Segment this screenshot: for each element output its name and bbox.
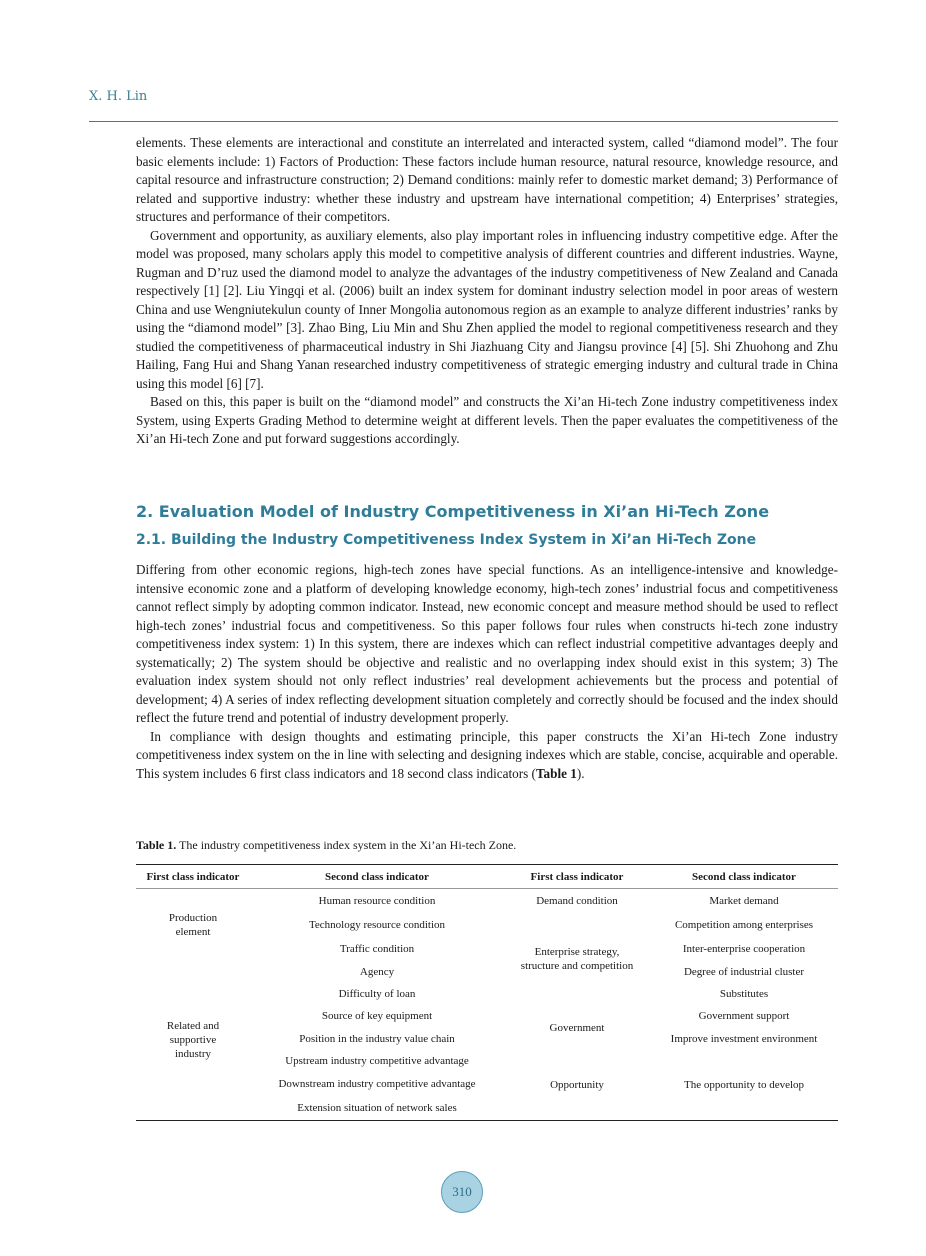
table-cell: Opportunity (550, 1079, 604, 1091)
table-cell: Upstream industry competitive advantage (285, 1055, 469, 1067)
table-cell: Improve investment environment (670, 1033, 818, 1045)
table-cell: Downstream industry competitive advantage (278, 1078, 476, 1090)
subsection-heading: 2.1. Building the Industry Competitiveness Index System in Xi’an Hi-Tech Zone (136, 532, 757, 548)
header-rule (89, 121, 838, 122)
table-cell: Government (549, 1022, 605, 1034)
table-header: Second class indicator (692, 871, 796, 883)
table-cell: Position in the industry value chain (299, 1033, 455, 1045)
table-cell: Technology resource condition (308, 919, 446, 931)
running-head: X. H. Lin (89, 89, 148, 104)
table-cell: Government support (698, 1010, 790, 1022)
table-cell: Source of key equipment (321, 1010, 433, 1022)
table-top-rule (136, 864, 838, 865)
table-cell: Difficulty of loan (338, 988, 416, 1000)
table-cell: Enterprise strategy, (534, 946, 620, 958)
table-cell: Inter-enterprise cooperation (682, 943, 806, 955)
table-header: Second class indicator (325, 871, 429, 883)
table-header: First class indicator (530, 871, 624, 883)
paragraph: Government and opportunity, as auxiliary elements, also play important roles in influencing industry competitive edge. After the model was proposed, many scholars apply this model to competitive analysis of different countries and different industries. Wayne, Rugman and D’ruz used the diamond model to analyze the advantages of the industry competitiveness of New Zealand and Canada respectively [1] [2]. Liu Yingqi et al. (2006) built an index system for dominant industry selection model in poor areas of western China and use Wengniutekulun county of Inner Mongolia autonomous region as an example to analyze different industries’ ranks by using the “diamond model” [3]. Zhao Bing, Liu Min and Shu Zhen applied the model to regional competitiveness research and they studied the competitiveness of pharmaceutical industry in Shi Jiazhuang City and Jiangsu province [4] [5]. Shi Zhuohong and Zhu Hailing, Fang Hui and Shang Yanan researched industry competitiveness of strategic emerging industry and cultural trade in China using this model [6] [7]. (136, 227, 838, 391)
table-cell: The opportunity to develop (683, 1079, 805, 1091)
table-cell: Extension situation of network sales (297, 1102, 457, 1114)
table-cell: Agency (359, 966, 395, 978)
table-bottom-rule (136, 1120, 838, 1121)
table-caption: Table 1. The industry competitiveness index system in the Xi’an Hi-tech Zone. (136, 838, 517, 852)
paragraph: In compliance with design thoughts and estimating principle, this paper constructs the Xi’an Hi-tech Zone industry competitiveness index system on the in line with selecting and designing indexes which are stable, concise, acquirable and operable. This system includes 6 first class indicators and 18 second class indicators (Table 1). (136, 728, 838, 781)
page-number: 310 (441, 1171, 483, 1213)
body-text-1 (136, 134, 838, 449)
table-cell: Traffic condition (339, 943, 415, 955)
table-cell: Human resource condition (318, 895, 436, 907)
table-cell: Production element (168, 912, 218, 938)
paragraph: Based on this, this paper is built on the “diamond model” and constructs the Xi’an Hi-tech Zone industry competitiveness index System, using Experts Grading Method to determine weight at different levels. Then the paper evaluates the competitiveness of the Xi’an Hi-tech Zone and put forward suggestions accordingly. (136, 394, 838, 446)
table-cell: Market demand (709, 895, 779, 907)
table-cell: Competition among enterprises (674, 919, 814, 931)
paragraph: Differing from other economic regions, high-tech zones have special functions. As an intelligence-intensive and knowledge-intensive economic zone and a platform of developing knowledge economy, high-tech zones’ industrial focus and competitiveness cannot reflect simply by adopting common indicator. Instead, new economic concept and measure method should be used to reflect high-tech zones’ industrial focus and competitiveness. So this paper follows four rules when constructs hi-tech zone industry competitiveness index system: 1) In this system, there are indexes which can reflect industrial competitive advantages deeply and systematically; 2) The system should be objective and realistic and no overlapping index should exist in this system; 3) The evaluation index system should not only reflect industries’ real development achievements but the process and potential of development; 4) A series of index reflecting development situation completely and correctly should be focused and the index should reflect the future trend and potential of industry development properly. (136, 562, 838, 725)
table-cell: Substitutes (719, 988, 769, 1000)
table-cell: structure and competition (520, 960, 634, 972)
table-header: First class indicator (146, 871, 240, 883)
table-cell: Related and supportive industry (166, 1020, 220, 1060)
table-reference[interactable]: Table 1 (535, 765, 577, 781)
table-header-rule (136, 888, 838, 889)
section-heading: 2. Evaluation Model of Industry Competitiveness in Xi’an Hi-Tech Zone (136, 502, 770, 521)
body-text-2 (136, 561, 838, 783)
table-cell: Degree of industrial cluster (683, 966, 805, 978)
table-cell: Demand condition (536, 895, 618, 907)
paragraph: elements. These elements are interactional and constitute an interrelated and interacted system, called “diamond model”. The four basic elements include: 1) Factors of Production: These factors include human resource, natural resource, knowledge resource, and capital resource and infrastructure construction; 2) Demand conditions: mainly refer to domestic market demand; 3) Performance of related and supportive industry: whether these industry and upstream have international competition; 4) Enterprises’ strategies, structures and performance of their competitors. (136, 135, 838, 224)
